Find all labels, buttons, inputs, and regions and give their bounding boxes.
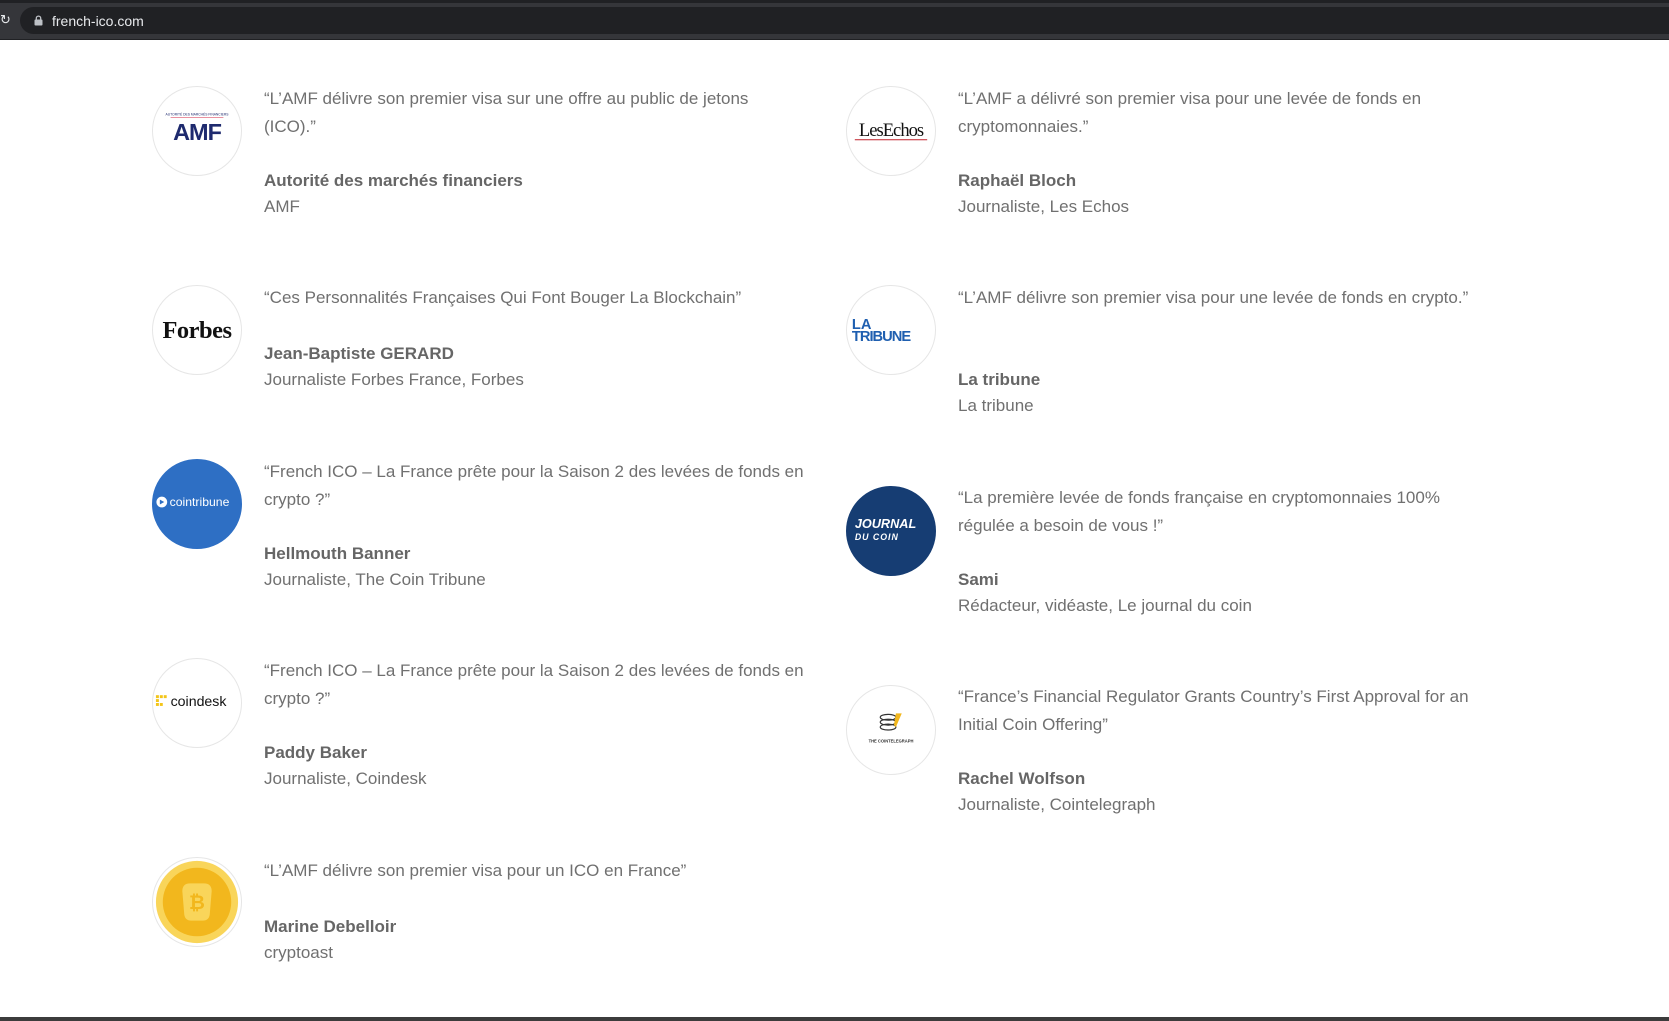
testimonial-role: AMF [264,197,300,216]
les-echos-logo [846,86,936,176]
coindesk-logo [152,658,242,748]
journal-du-coin-logo-line1: JOURNAL [854,516,917,532]
forbes-logo [152,285,242,375]
testimonial-role: La tribune [958,396,1034,415]
testimonial-quote: “La première levée de fonds française en cryptomonnaies 100% régulée a besoin de vous !” [958,488,1440,535]
testimonial-author: Rachel Wolfson [958,769,1086,788]
cointelegraph-logo [846,685,936,775]
testimonial-author: La tribune [958,370,1041,389]
testimonial-quote: “L’AMF délivre son premier visa pour un ICO en France” [264,861,687,880]
les-echos-logo-graphic [847,86,935,176]
la-tribune-logo-line1: LA [851,317,872,334]
testimonial-author: Raphaël Bloch [958,171,1077,190]
lock-icon [33,15,44,26]
coindesk-mark-icon [156,695,167,706]
forbes-logo-graphic [153,285,241,375]
testimonial-role: Journaliste, Les Echos [958,197,1130,216]
journal-du-coin-logo-graphic [847,486,935,576]
testimonial-quote: “Ces Personnalités Françaises Qui Font Bouger La Blockchain” [264,288,742,307]
testimonial-role: cryptoast [264,943,333,962]
cointribune-logo [152,459,242,549]
testimonial-quote: “L’AMF délivre son premier visa pour une levée de fonds en crypto.” [958,288,1469,307]
amf-logo-text: AMF [173,118,221,145]
amf-logo-small-text: AUTORITÉ DES MARCHÉS FINANCIERS [165,112,229,117]
testimonial-author: Marine Debelloir [264,917,397,936]
testimonial-role: Journaliste, Coindesk [264,769,427,788]
url-text: french-ico.com [52,13,144,29]
testimonial-role: Rédacteur, vidéaste, Le journal du coin [958,596,1252,615]
testimonial-author: Hellmouth Banner [264,544,411,563]
coindesk-logo-graphic [153,658,241,748]
testimonial-quote: “L’AMF délivre son premier visa sur une offre au public de jetons (ICO).” [264,89,749,136]
testimonial-author: Jean-Baptiste GERARD [264,344,454,363]
cointelegraph-logo-text: THE COINTELEGRAPH [868,738,914,744]
testimonial-author: Paddy Baker [264,743,367,762]
cointelegraph-mark-icon [880,713,902,730]
tab-strip [0,0,1669,3]
testimonial-author: Sami [958,570,999,589]
window-bottom-edge [0,1017,1669,1021]
la-tribune-logo-graphic [847,285,935,375]
forbes-logo-text: Forbes [162,316,232,344]
reload-icon[interactable]: ↻ [0,12,11,27]
les-echos-logo-text: LesEchos [858,119,924,141]
testimonial-author: Autorité des marchés financiers [264,171,523,190]
testimonial-role: Journaliste Forbes France, Forbes [264,370,524,389]
testimonial-quote: “French ICO – La France prête pour la Saison 2 des levées de fonds en crypto ?” [264,462,804,509]
amf-logo-graphic [153,86,241,176]
testimonial-role: Journaliste, The Coin Tribune [264,570,486,589]
amf-logo [152,86,242,176]
testimonial-quote: “France’s Financial Regulator Grants Country’s First Approval for an Initial Coin Offering” [958,687,1469,734]
coindesk-logo-text: coindesk [170,693,227,710]
journal-du-coin-logo-line2: DU COIN [854,531,899,542]
cryptoast-logo-graphic [153,857,241,947]
testimonial-quote: “L’AMF a délivré son premier visa pour une levée de fonds en cryptomonnaies.” [958,89,1422,136]
cointelegraph-logo-graphic [847,685,935,775]
journal-du-coin-logo [846,486,936,576]
cointribune-logo-graphic [153,459,241,549]
browser-toolbar [0,0,1669,40]
testimonial-role: Journaliste, Cointelegraph [958,795,1156,814]
cointribune-logo-text: cointribune [169,494,230,509]
address-bar[interactable] [20,7,1669,34]
bitcoin-icon: ₿ [189,891,205,914]
cryptoast-logo [152,857,242,947]
la-tribune-logo-line2: TRIBUNE [851,328,911,345]
testimonial-quote: “French ICO – La France prête pour la Saison 2 des levées de fonds en crypto ?” [264,661,804,708]
la-tribune-logo [846,285,936,375]
